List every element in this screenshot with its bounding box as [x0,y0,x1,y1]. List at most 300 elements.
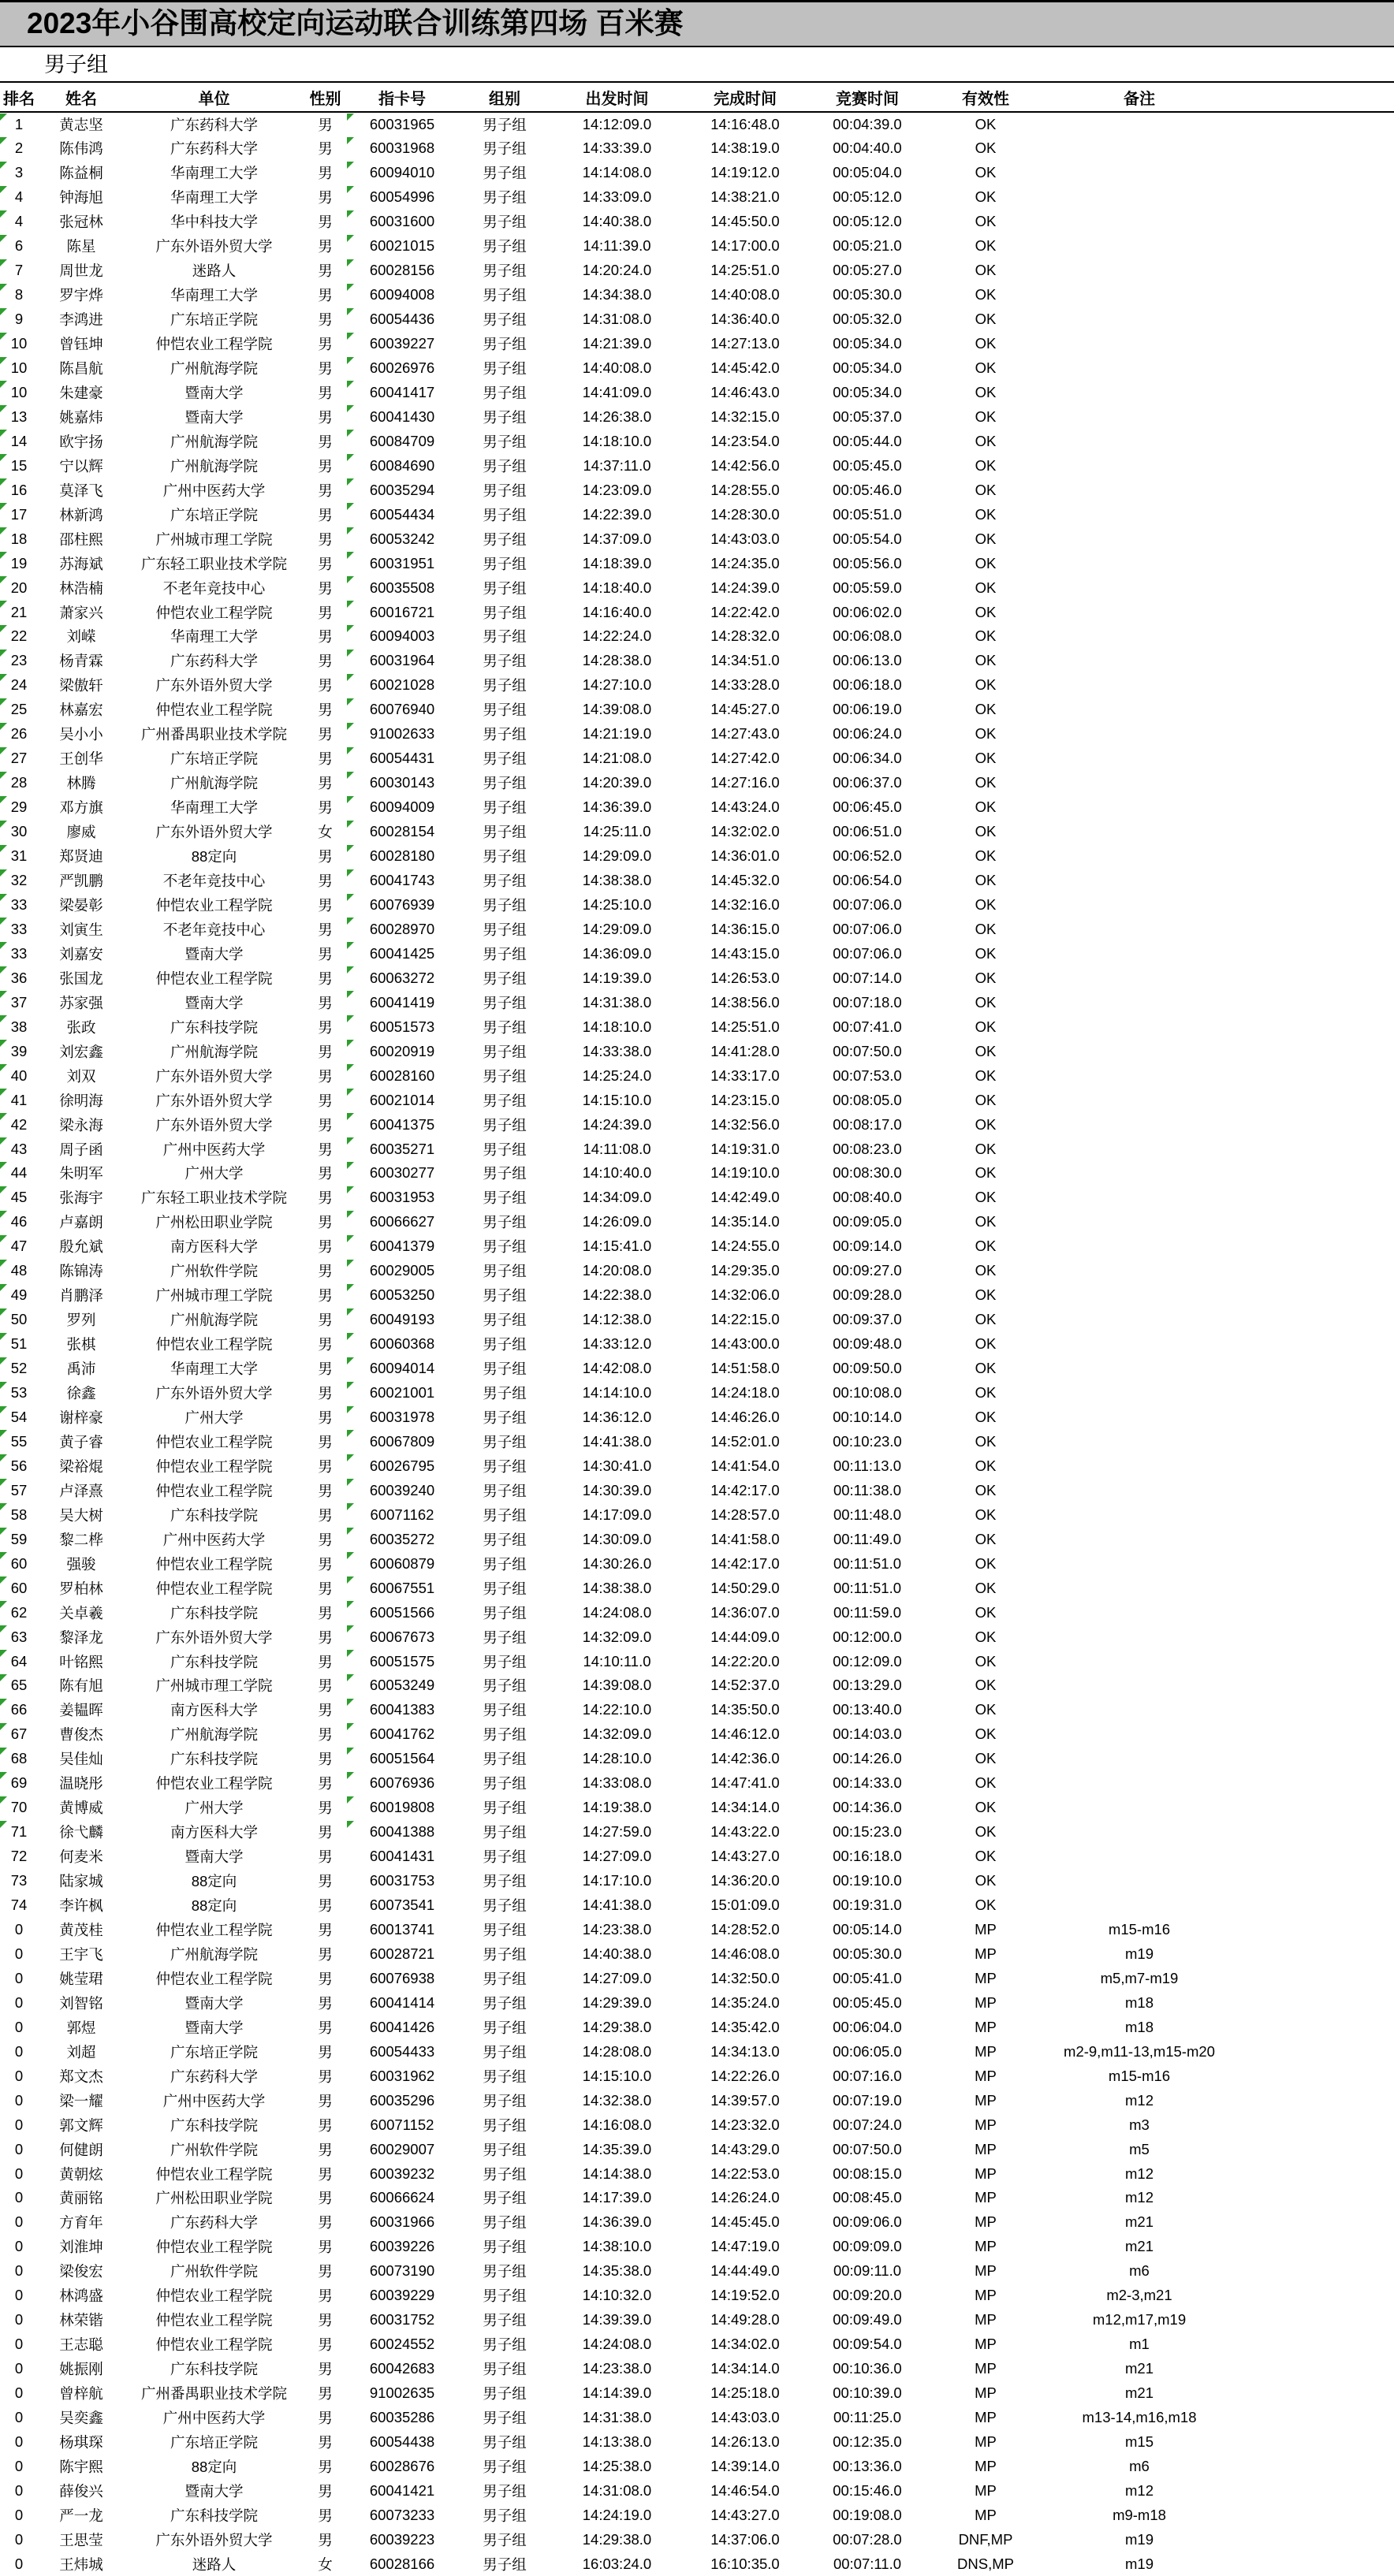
cell-finish-time[interactable]: 14:47:19.0 [710,2238,780,2255]
cell-race-time[interactable]: 00:06:54.0 [833,872,902,889]
col-header-race-time[interactable]: 竞赛时间 [808,82,926,112]
cell-remark[interactable] [1045,234,1234,259]
cell-start-time[interactable]: 14:31:38.0 [582,2409,652,2426]
cell-unit[interactable]: 仲恺农业工程学院 [155,970,273,987]
cell-start-time[interactable]: 14:40:38.0 [582,1945,652,1962]
cell-card-number[interactable]: 60028180 [347,844,457,869]
cell-race-time[interactable]: 00:19:08.0 [833,2506,902,2523]
cell-validity[interactable]: OK [975,1140,997,1157]
cell-remark[interactable]: m21 [1125,2238,1154,2255]
cell-group[interactable]: 男子组 [483,311,527,329]
cell-card-number[interactable]: 60020919 [347,1039,457,1063]
cell-group[interactable]: 男子组 [483,604,527,621]
cell-rank[interactable]: 2 [0,136,38,161]
cell-rank[interactable]: 0 [14,2042,24,2060]
cell-gender[interactable]: 男 [318,1751,333,1768]
cell-remark[interactable]: m21 [1125,2360,1154,2377]
cell-gender[interactable]: 男 [318,1531,333,1548]
cell-remark[interactable] [1045,1039,1234,1063]
cell-finish-time[interactable]: 14:32:02.0 [710,823,780,840]
cell-card-number[interactable]: 60039227 [347,332,457,356]
cell-validity[interactable]: DNF,MP [958,2530,1013,2548]
cell-rank[interactable]: 28 [0,771,38,795]
cell-rank[interactable]: 7 [0,259,38,283]
cell-rank[interactable]: 20 [0,575,38,600]
cell-card-number[interactable]: 60076938 [369,1969,435,1986]
cell-unit[interactable]: 暨南大学 [184,2019,244,2036]
cell-gender[interactable]: 男 [318,287,333,304]
cell-finish-time[interactable]: 14:23:54.0 [710,432,780,449]
cell-start-time[interactable]: 14:16:08.0 [582,2116,652,2133]
cell-validity[interactable]: OK [975,1432,997,1450]
cell-race-time[interactable]: 00:10:08.0 [833,1384,902,1402]
cell-race-time[interactable]: 00:06:05.0 [833,2042,902,2060]
cell-unit[interactable]: 广东科技学院 [170,1751,258,1768]
cell-name[interactable]: 方育年 [59,2214,103,2232]
cell-remark[interactable]: m18 [1125,1993,1154,2011]
cell-group[interactable]: 男子组 [483,1018,527,1036]
cell-card-number[interactable]: 60076936 [347,1771,457,1796]
cell-race-time[interactable]: 00:06:52.0 [833,847,902,865]
cell-validity[interactable]: OK [975,774,997,791]
cell-finish-time[interactable]: 14:45:32.0 [710,872,780,889]
cell-rank[interactable]: 0 [14,2481,24,2499]
cell-gender[interactable]: 男 [318,1702,333,1719]
cell-validity[interactable]: OK [975,1750,997,1767]
cell-unit[interactable]: 广州航海学院 [170,1043,258,1060]
cell-validity[interactable]: MP [975,2213,997,2231]
cell-gender[interactable]: 男 [318,1506,333,1524]
cell-race-time[interactable]: 00:09:54.0 [833,2336,902,2353]
cell-group[interactable]: 男子组 [483,457,527,475]
cell-race-time[interactable]: 00:09:20.0 [833,2287,902,2304]
cell-finish-time[interactable]: 14:26:13.0 [710,2433,780,2451]
cell-name[interactable]: 刘智铭 [59,1994,103,2012]
cell-group[interactable]: 男子组 [483,1580,527,1597]
cell-rank[interactable]: 46 [0,1210,38,1234]
cell-race-time[interactable]: 00:07:50.0 [833,2140,902,2157]
cell-card-number[interactable]: 60066624 [369,2189,435,2206]
cell-start-time[interactable]: 14:10:40.0 [582,1164,652,1182]
cell-name[interactable]: 何麦米 [59,1848,103,1866]
cell-unit[interactable]: 南方医科大学 [170,1824,258,1841]
cell-validity[interactable]: OK [975,432,997,449]
cell-race-time[interactable]: 00:09:09.0 [833,2238,902,2255]
cell-gender[interactable]: 男 [318,482,333,499]
cell-name[interactable]: 刘宏鑫 [59,1043,103,1060]
cell-name[interactable]: 吴奕鑫 [59,2410,103,2427]
cell-card-number[interactable]: 60039229 [369,2287,435,2304]
cell-validity[interactable]: MP [975,1945,997,1962]
cell-start-time[interactable]: 14:27:59.0 [582,1823,652,1841]
col-header-start-time[interactable]: 出发时间 [552,82,682,112]
cell-unit[interactable]: 广东培正学院 [170,750,258,768]
cell-rank[interactable]: 0 [14,2165,24,2182]
cell-group[interactable]: 男子组 [483,848,527,865]
cell-race-time[interactable]: 00:12:35.0 [833,2433,902,2451]
cell-validity[interactable]: OK [975,1701,997,1718]
cell-group[interactable]: 男子组 [483,653,527,670]
cell-validity[interactable]: MP [975,2091,997,2109]
cell-finish-time[interactable]: 14:28:57.0 [710,1506,780,1523]
cell-group[interactable]: 男子组 [483,1336,527,1353]
cell-finish-time[interactable]: 14:26:53.0 [710,969,780,986]
cell-gender[interactable]: 男 [318,1116,333,1134]
cell-name[interactable]: 张棋 [66,1336,96,1353]
cell-card-number[interactable]: 60028160 [347,1063,457,1088]
cell-group[interactable]: 男子组 [483,1922,527,1938]
cell-validity[interactable]: OK [975,1506,997,1523]
cell-remark[interactable]: m19 [1125,1945,1154,1962]
cell-gender[interactable]: 男 [318,2165,333,2183]
cell-name[interactable]: 王创华 [59,750,103,768]
cell-unit[interactable]: 仲恺农业工程学院 [155,896,273,914]
cell-validity[interactable]: OK [975,1603,997,1621]
cell-finish-time[interactable]: 14:36:20.0 [710,1872,780,1889]
cell-remark[interactable]: m9-m18 [1113,2506,1166,2523]
cell-unit[interactable]: 迷路人 [192,262,237,280]
cell-card-number[interactable]: 60041743 [347,869,457,893]
cell-start-time[interactable]: 14:28:10.0 [582,1750,652,1767]
cell-unit[interactable]: 仲恺农业工程学院 [155,1922,273,1938]
cell-start-time[interactable]: 14:42:08.0 [582,1360,652,1377]
cell-card-number[interactable]: 60041425 [347,941,457,966]
cell-group[interactable]: 男子组 [483,2043,527,2060]
cell-rank[interactable]: 10 [0,356,38,381]
cell-group[interactable]: 男子组 [483,2165,527,2183]
cell-card-number[interactable]: 60041388 [347,1820,457,1845]
cell-validity[interactable]: OK [975,872,997,889]
cell-finish-time[interactable]: 14:24:18.0 [710,1384,780,1402]
cell-name[interactable]: 林新鸿 [59,506,103,523]
cell-finish-time[interactable]: 14:43:03.0 [710,530,780,547]
cell-race-time[interactable]: 00:07:19.0 [833,2091,902,2109]
cell-group[interactable]: 男子组 [483,994,527,1011]
cell-validity[interactable]: MP [975,2067,997,2084]
cell-gender[interactable]: 男 [318,1677,333,1695]
cell-card-number[interactable]: 60030143 [347,771,457,795]
cell-remark[interactable]: m5 [1129,2140,1150,2157]
cell-start-time[interactable]: 14:12:09.0 [582,115,652,132]
cell-group[interactable]: 男子组 [483,336,527,353]
cell-finish-time[interactable]: 14:35:24.0 [710,1993,780,2011]
cell-race-time[interactable]: 00:05:34.0 [833,383,902,400]
cell-name[interactable]: 刘超 [66,2043,96,2060]
cell-group[interactable]: 男子组 [483,1994,527,2012]
cell-start-time[interactable]: 14:18:39.0 [582,554,652,571]
cell-card-number[interactable]: 60051575 [347,1649,457,1673]
cell-finish-time[interactable]: 14:34:14.0 [710,1799,780,1816]
cell-name[interactable]: 李鸿进 [59,311,103,329]
cell-name[interactable]: 黎二桦 [59,1531,103,1548]
cell-card-number[interactable]: 60035271 [347,1137,457,1161]
cell-validity[interactable]: OK [975,1897,997,1914]
cell-remark[interactable]: m12,m17,m19 [1092,2311,1187,2328]
cell-unit[interactable]: 广东外语外贸大学 [155,1385,273,1402]
cell-start-time[interactable]: 14:40:08.0 [582,359,652,376]
cell-validity[interactable]: MP [975,2018,997,2035]
cell-unit[interactable]: 广东科技学院 [170,2361,258,2378]
cell-unit[interactable]: 广东科技学院 [170,2507,258,2524]
cell-group[interactable]: 男子组 [483,702,527,719]
cell-gender[interactable]: 男 [318,2116,333,2134]
cell-start-time[interactable]: 14:41:38.0 [582,1897,652,1914]
cell-group[interactable]: 男子组 [483,1531,527,1548]
cell-race-time[interactable]: 00:05:21.0 [833,237,902,255]
cell-unit[interactable]: 广州航海学院 [170,457,258,475]
cell-race-time[interactable]: 00:05:56.0 [833,554,902,571]
cell-unit[interactable]: 华南理工大学 [170,189,258,207]
cell-start-time[interactable]: 14:13:38.0 [582,2433,652,2451]
cell-card-number[interactable]: 60041762 [347,1722,457,1747]
cell-rank[interactable]: 48 [0,1259,38,1283]
cell-unit[interactable]: 仲恺农业工程学院 [155,2336,273,2354]
cell-rank[interactable]: 33 [0,917,38,941]
cell-rank[interactable]: 0 [14,2238,24,2255]
cell-gender[interactable]: 男 [318,2043,333,2060]
cell-validity[interactable]: OK [975,798,997,816]
cell-finish-time[interactable]: 14:27:13.0 [710,335,780,352]
cell-validity[interactable]: OK [975,481,997,498]
cell-name[interactable]: 陈锦涛 [59,1263,103,1280]
cell-unit[interactable]: 广东外语外贸大学 [155,1116,273,1134]
cell-validity[interactable]: OK [975,1164,997,1182]
cell-rank[interactable]: 0 [14,1945,24,1962]
cell-gender[interactable]: 男 [318,848,333,865]
cell-group[interactable]: 男子组 [483,262,527,280]
cell-gender[interactable]: 男 [318,628,333,646]
cell-finish-time[interactable]: 14:27:16.0 [710,774,780,791]
cell-card-number[interactable]: 60031752 [369,2311,435,2328]
cell-group[interactable]: 男子组 [483,2410,527,2427]
cell-finish-time[interactable]: 14:36:01.0 [710,847,780,865]
cell-finish-time[interactable]: 14:17:00.0 [710,237,780,255]
cell-rank[interactable]: 0 [14,2457,24,2474]
cell-unit[interactable]: 广州软件学院 [170,1263,258,1280]
cell-remark[interactable] [1045,1405,1234,1430]
cell-finish-time[interactable]: 14:45:50.0 [710,213,780,230]
cell-start-time[interactable]: 14:39:08.0 [582,701,652,718]
cell-rank[interactable]: 62 [0,1600,38,1625]
cell-unit[interactable]: 广州航海学院 [170,1726,258,1744]
cell-race-time[interactable]: 00:14:36.0 [833,1799,902,1816]
cell-start-time[interactable]: 14:36:09.0 [582,944,652,962]
cell-finish-time[interactable]: 14:32:50.0 [710,1969,780,1986]
cell-unit[interactable]: 88定向 [191,1897,237,1915]
cell-validity[interactable]: OK [975,164,997,181]
cell-gender[interactable]: 男 [318,1141,333,1158]
cell-start-time[interactable]: 14:25:38.0 [582,2457,652,2474]
cell-remark[interactable] [1045,869,1234,893]
cell-finish-time[interactable]: 14:44:49.0 [710,2262,780,2280]
cell-remark[interactable] [1045,1381,1234,1405]
cell-gender[interactable]: 女 [318,824,333,841]
cell-validity[interactable]: MP [975,2384,997,2402]
cell-validity[interactable]: OK [975,1530,997,1547]
cell-start-time[interactable]: 14:14:10.0 [582,1384,652,1402]
cell-race-time[interactable]: 00:05:44.0 [833,432,902,449]
cell-rank[interactable]: 33 [0,893,38,918]
cell-remark[interactable] [1045,112,1234,136]
cell-card-number[interactable]: 60084709 [347,429,457,453]
cell-gender[interactable]: 男 [318,1726,333,1744]
cell-validity[interactable]: OK [975,505,997,523]
cell-race-time[interactable]: 00:05:51.0 [833,505,902,523]
cell-card-number[interactable]: 60067673 [347,1625,457,1649]
cell-unit[interactable]: 仲恺农业工程学院 [155,1457,273,1475]
cell-group[interactable]: 男子组 [483,408,527,426]
cell-start-time[interactable]: 14:20:24.0 [582,262,652,279]
cell-remark[interactable] [1045,1429,1234,1454]
cell-unit[interactable]: 暨南大学 [184,1848,244,1866]
cell-gender[interactable]: 男 [318,384,333,401]
cell-group[interactable]: 男子组 [483,287,527,304]
cell-group[interactable]: 男子组 [483,1726,527,1744]
cell-finish-time[interactable]: 14:25:51.0 [710,262,780,279]
col-header-group[interactable]: 组别 [457,82,552,112]
cell-unit[interactable]: 不老年竞技中心 [162,921,266,938]
cell-card-number[interactable]: 60063272 [347,966,457,990]
cell-race-time[interactable]: 00:09:05.0 [833,1213,902,1230]
cell-validity[interactable]: OK [975,1091,997,1108]
cell-finish-time[interactable]: 14:45:27.0 [710,701,780,718]
cell-card-number[interactable]: 60054434 [347,502,457,527]
cell-name[interactable]: 罗宇烨 [59,287,103,304]
cell-card-number[interactable]: 60035286 [369,2409,435,2426]
cell-gender[interactable]: 男 [318,1848,333,1866]
cell-remark[interactable] [1045,1527,1234,1551]
cell-rank[interactable]: 41 [0,1088,38,1112]
cell-name[interactable]: 卢泽熹 [59,1482,103,1499]
cell-start-time[interactable]: 14:14:08.0 [582,164,652,181]
cell-start-time[interactable]: 14:30:26.0 [582,1554,652,1572]
cell-card-number[interactable]: 60060368 [347,1332,457,1357]
cell-finish-time[interactable]: 14:27:43.0 [710,725,780,743]
cell-start-time[interactable]: 14:31:08.0 [582,311,652,328]
cell-name[interactable]: 郭煜 [66,2019,96,2036]
cell-race-time[interactable]: 00:16:18.0 [833,1848,902,1865]
cell-start-time[interactable]: 14:25:11.0 [583,823,651,840]
cell-card-number[interactable]: 60031966 [369,2213,435,2231]
cell-unit[interactable]: 华中科技大学 [170,214,258,231]
cell-unit[interactable]: 广州航海学院 [170,775,258,792]
cell-validity[interactable]: OK [975,1457,997,1474]
cell-remark[interactable] [1045,1722,1234,1747]
cell-name[interactable]: 王思莹 [59,2531,103,2548]
cell-gender[interactable]: 男 [318,1043,333,1060]
cell-gender[interactable]: 男 [318,750,333,768]
cell-card-number[interactable]: 60041426 [369,2018,435,2035]
cell-validity[interactable]: MP [975,2165,997,2182]
cell-unit[interactable]: 广州番禺职业技术学院 [140,726,287,743]
cell-unit[interactable]: 暨南大学 [184,408,244,426]
cell-validity[interactable]: OK [975,1238,997,1255]
cell-remark[interactable] [1045,649,1234,673]
cell-group[interactable]: 男子组 [483,799,527,817]
cell-remark[interactable] [1045,332,1234,356]
cell-rank[interactable]: 74 [10,1897,28,1914]
cell-remark[interactable] [1045,1649,1234,1673]
cell-start-time[interactable]: 14:41:09.0 [582,383,652,400]
cell-unit[interactable]: 仲恺农业工程学院 [155,1970,273,1987]
cell-remark[interactable]: m6 [1129,2262,1150,2280]
cell-validity[interactable]: MP [975,2311,997,2328]
cell-finish-time[interactable]: 14:46:26.0 [710,1408,780,1425]
cell-gender[interactable]: 男 [318,775,333,792]
cell-start-time[interactable]: 14:11:39.0 [583,237,651,255]
cell-rank[interactable]: 10 [0,380,38,404]
cell-gender[interactable]: 男 [318,945,333,962]
cell-race-time[interactable]: 00:07:50.0 [833,1042,902,1059]
cell-gender[interactable]: 男 [318,262,333,280]
cell-remark[interactable]: m12 [1125,2165,1154,2182]
cell-group[interactable]: 男子组 [483,530,527,548]
cell-start-time[interactable]: 14:33:39.0 [582,140,652,157]
cell-rank[interactable]: 9 [0,307,38,332]
cell-card-number[interactable]: 60054996 [347,185,457,210]
cell-unit[interactable]: 华南理工大学 [170,1361,258,1378]
cell-card-number[interactable]: 60028970 [347,917,457,941]
cell-unit[interactable]: 广州中医药大学 [162,2092,266,2109]
cell-finish-time[interactable]: 14:39:14.0 [710,2457,780,2474]
cell-race-time[interactable]: 00:08:15.0 [833,2165,902,2182]
cell-remark[interactable] [1045,210,1234,234]
cell-remark[interactable] [1045,1576,1234,1600]
cell-card-number[interactable]: 60026976 [347,356,457,381]
cell-unit[interactable]: 广州中医药大学 [162,482,266,499]
cell-remark[interactable]: m19 [1125,2555,1154,2572]
cell-remark[interactable] [1045,1234,1234,1259]
cell-name[interactable]: 刘淮坤 [59,2239,103,2256]
cell-group[interactable]: 男子组 [483,1848,527,1866]
cell-race-time[interactable]: 00:15:46.0 [833,2481,902,2499]
cell-name[interactable]: 莫泽飞 [59,482,103,499]
cell-name[interactable]: 吴佳灿 [59,1751,103,1768]
cell-race-time[interactable]: 00:06:13.0 [833,652,902,669]
cell-race-time[interactable]: 00:11:25.0 [833,2409,902,2426]
cell-group[interactable]: 男子组 [483,2288,527,2305]
cell-unit[interactable]: 广东药科大学 [170,2214,258,2232]
cell-rank[interactable]: 0 [14,2116,24,2133]
cell-rank[interactable]: 70 [0,1796,38,1820]
cell-start-time[interactable]: 14:36:39.0 [582,798,652,816]
cell-group[interactable]: 男子组 [483,555,527,572]
cell-card-number[interactable]: 60028721 [369,1945,435,1962]
cell-unit[interactable]: 仲恺农业工程学院 [155,1336,273,1353]
cell-start-time[interactable]: 14:33:09.0 [582,188,652,206]
cell-group[interactable]: 男子组 [483,1775,527,1792]
cell-finish-time[interactable]: 14:43:03.0 [710,2409,780,2426]
cell-start-time[interactable]: 14:20:08.0 [582,1262,652,1279]
cell-remark[interactable] [1045,1673,1234,1698]
cell-gender[interactable]: 男 [318,2068,333,2085]
cell-validity[interactable]: OK [975,652,997,669]
cell-rank[interactable]: 49 [0,1283,38,1308]
cell-race-time[interactable]: 00:13:29.0 [833,1677,902,1694]
cell-remark[interactable] [1045,917,1234,941]
cell-name[interactable]: 陈昌航 [59,360,103,377]
cell-rank[interactable]: 63 [0,1625,38,1649]
cell-unit[interactable]: 华南理工大学 [170,799,258,817]
cell-race-time[interactable]: 00:07:14.0 [833,969,902,986]
cell-name[interactable]: 陈益桐 [59,165,103,182]
cell-name[interactable]: 刘双 [66,1067,96,1085]
cell-race-time[interactable]: 00:08:05.0 [833,1091,902,1108]
cell-remark[interactable] [1045,600,1234,624]
cell-validity[interactable]: OK [975,603,997,620]
cell-name[interactable]: 萧家兴 [59,604,103,621]
cell-card-number[interactable]: 60028166 [369,2555,435,2572]
